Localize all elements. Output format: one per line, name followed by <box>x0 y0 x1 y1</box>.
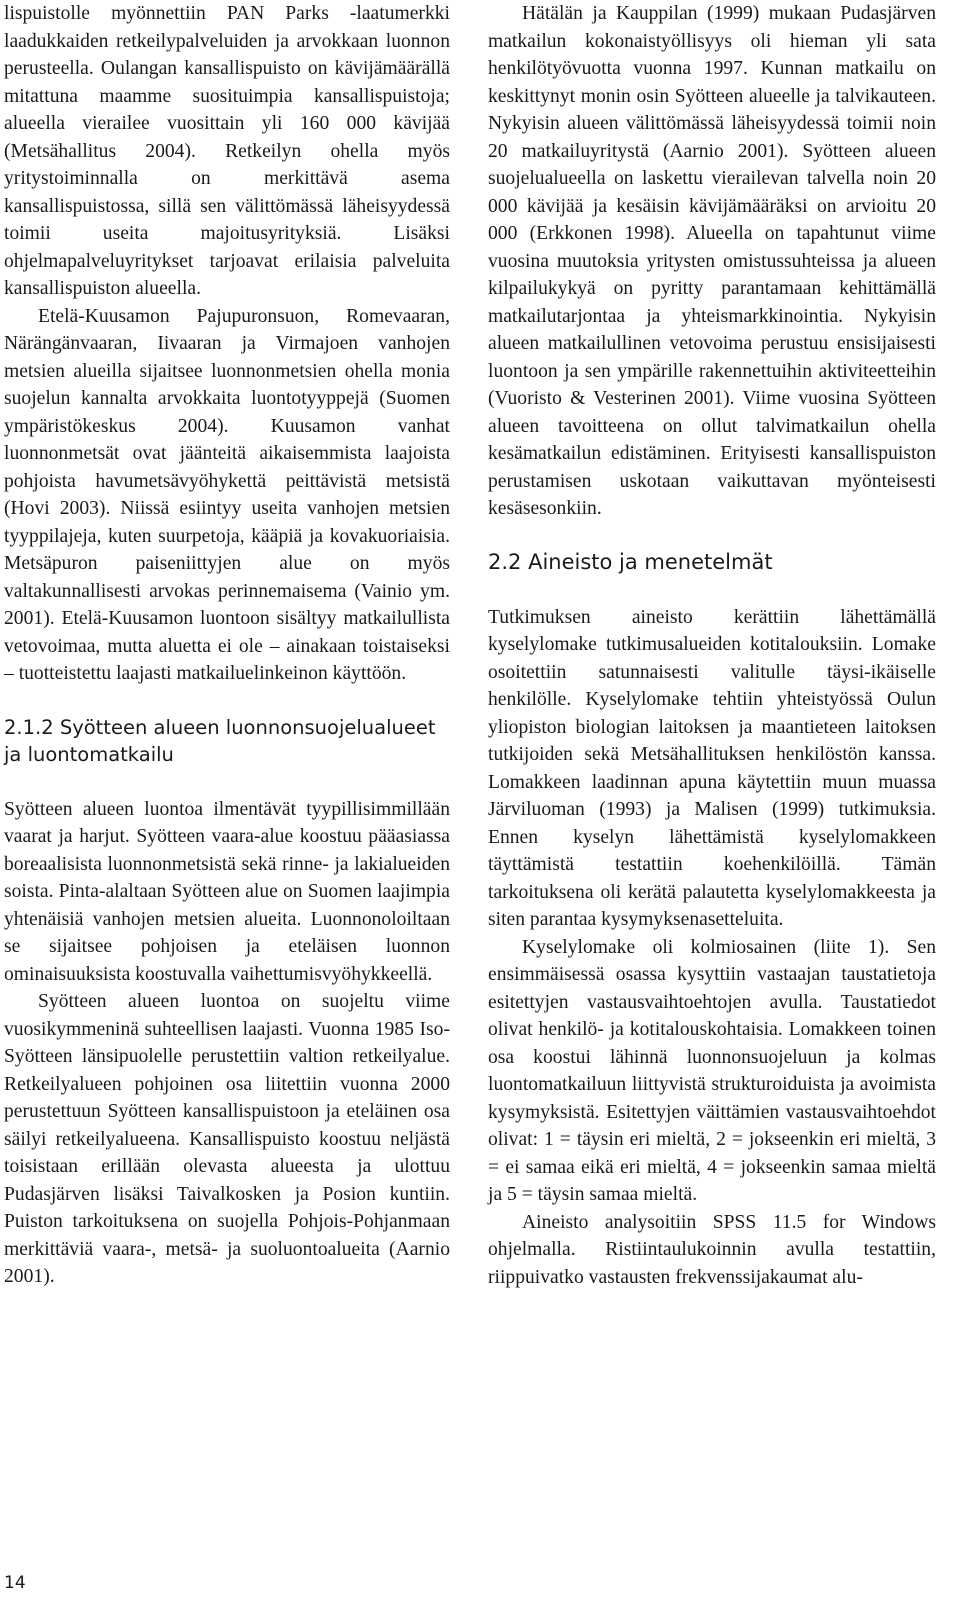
body-paragraph: Aineisto analysoitiin SPSS 11.5 for Windows ohjelmalla. Ristiintaulukoinnin avulla testattiin, riippuivatko vastausten frekvenssijakaumat alu- <box>488 1211 936 1288</box>
section-heading-2-2: 2.2 Aineisto ja menetelmät <box>488 549 773 574</box>
body-paragraph: Etelä-Kuusamon Pajupuronsuon, Romevaaran, Närängänvaaran, Iivaaran ja Virmajoen vanhojen metsien alueilla sijaitsee luonnonmetsien ohella monia suojelun kannalta arvokkaita luontotyyppejä (Suomen ympäristökeskus 2004). Kuusamon vanhat luonnonmetsät ovat jäänteitä aikaisemmista laajoista pohjoista havumetsävyöhykettä peittävistä metsistä (Hovi 2003). Niissä esiintyy useita vanhojen metsien tyyppilajeja, kuten suurpetoja, kääpiä ja kovakuoriaisia. Metsäpuron paiseniittyjen alue on myös valtakunnallisesti arvokas perinnemaisema (Vainio ym. 2001). Etelä-Kuusamon luontoon sisältyy matkailullista vetovoimaa, mutta aluetta ei ole – ainakaan toistaiseksi – tuotteistettu laajasti matkailuelinkeinon käyttöön. <box>4 305 450 684</box>
body-paragraph: Hätälän ja Kauppilan (1999) mukaan Pudasjärven matkailun kokonaistyöllisyys oli hieman yli sata henkilötyövuotta vuonna 1997. Kunnan matkailu on keskittynyt monin osin Syötteen alueelle ja talvikauteen. Nykyisin alueen välittömässä läheisyydessä toimii noin 20 matkailuyritystä (Aarnio 2001). Syötteen alueen suojelualueella on laskettu vierailevan talvella noin 20 000 kävijää ja kesäisin kävijämääräksi on arvioitu 20 000 (Erkkonen 1998). Alueella on tapahtunut viime vuosina muutoksia yritysten omistussuhteissa ja alueen kilpailukykyä on pyritty parantamaan kehittämällä matkailutarjontaa ja yhteismarkkinointia. Nykyisin alueen matkailullinen vetovoima perustuu ensisijaisesti luontoon ja sen ympärille rakennettuihin aktiviteetteihin (Vuoristo & Vesterinen 2001). Viime vuosina Syötteen alueen tavoitteena on ollut talvimatkailun ohella kesämatkailun edistäminen. Erityisesti kansallispuiston perustamisen uskotaan vaikuttavan myönteisesti kesäsesonkiin. <box>488 3 936 519</box>
body-paragraph: Syötteen alueen luontoa ilmentävät tyypillisimmillään vaarat ja harjut. Syötteen vaara-alue koostuu pääasiassa boreaalisista luonnonmetsistä sekä rinne- ja lakialueiden soista. Pinta-alaltaan Syötteen alue on Suomen laajimpia yhtenäisiä vanhojen metsien alueita. Luonnonoloiltaan se sijaitsee pohjoisen ja eteläisen luonnon ominaisuuksista koostuvalla vaihettumisvyöhykkeellä. <box>4 798 450 985</box>
body-paragraph: Kyselylomake oli kolmiosainen (liite 1). Sen ensimmäisessä osassa kysyttiin vastaajan taustatietoja esitettyjen vastausvaihtoehtojen avulla. Taustatiedot olivat henkilö- ja kotitalouskohtaisia. Lomakkeen toinen osa koostui lähinnä luonnonsuojeluun ja kolmas luontomatkailuun liittyvistä strukturoiduista ja avoimista kysymyksistä. Esitettyjen väittämien vastausvaihtoehdot olivat: 1 = täysin eri mieltä, 2 = jokseenkin eri mieltä, 3 = ei samaa eikä eri mieltä, 4 = jokseenkin samaa mieltä ja 5 = täysin samaa mieltä. <box>488 936 936 1205</box>
body-paragraph: Syötteen alueen luontoa on suojeltu viime vuosikymmeninä suhteellisen laajasti. Vuonna 1985 Iso-Syötteen länsipuolelle perustettiin valtion retkeilyalue. Retkeilyalueen pohjoinen osa liitettiin vuonna 2000 perustettuun Syötteen kansallispuistoon ja eteläinen osa säilyi retkeilyalueena. Kansallispuisto koostuu neljästä toisistaan erillään olevasta alueesta ja ulottuu Pudasjärven lisäksi Taivalkosken ja Posion kuntiin. Puiston tarkoituksena on suojella Pohjois-Pohjanmaan merkittäviä vaara-, metsä- ja suoluontoalueita (Aarnio 2001). <box>4 991 450 1287</box>
section-heading-2-1-2: 2.1.2 Syötteen alueen luonnonsuojelualueet ja luontomatkailu <box>4 715 436 766</box>
body-paragraph: Tutkimuksen aineisto kerättiin lähettämällä kyselylomake tutkimusalueiden kotitalouksiin. Lomake osoitettiin satunnaisesti valitulle täysi-ikäiselle henkilölle. Kyselylomake tehtiin yhteistyössä Oulun yliopiston biologian laitoksen ja maantieteen laitoksen tutkijoiden sekä Metsähallituksen henkilöstön kanssa. Lomakkeen laadinnan apuna käytettiin muun muassa Järviluoman (1993) ja Malisen (1999) tutkimuksia. Ennen kyselyn lähettämistä kyselylomakkeen täyttämistä testattiin koehenkilöillä. Tämän tarkoituksena oli kerätä palautetta kyselylomakkeesta ja siten parantaa kysymyksenasetteluita. <box>488 606 936 930</box>
left-column <box>4 0 450 1291</box>
page-number: 14 <box>4 1573 26 1593</box>
right-column <box>488 0 936 1291</box>
body-paragraph: lispuistolle myönnettiin PAN Parks -laatumerkki laadukkaiden retkeilypalveluiden ja arvokkaan luonnon perusteella. Oulangan kansallispuisto on kävijämäärällä mitattuna maamme suosituimpia kansallispuistoja; alueella vierailee vuosittain yli 160 000 kävijää (Metsähallitus 2004). Retkeilyn ohella myös yritystoiminnalla on merkittävä asema kansallispuistossa, sillä sen välittömässä läheisyydessä toimii useita majoitusyrityksiä. Lisäksi ohjelmapalveluyritykset tarjoavat erilaisia palveluita kansallispuiston alueella. <box>4 3 450 299</box>
